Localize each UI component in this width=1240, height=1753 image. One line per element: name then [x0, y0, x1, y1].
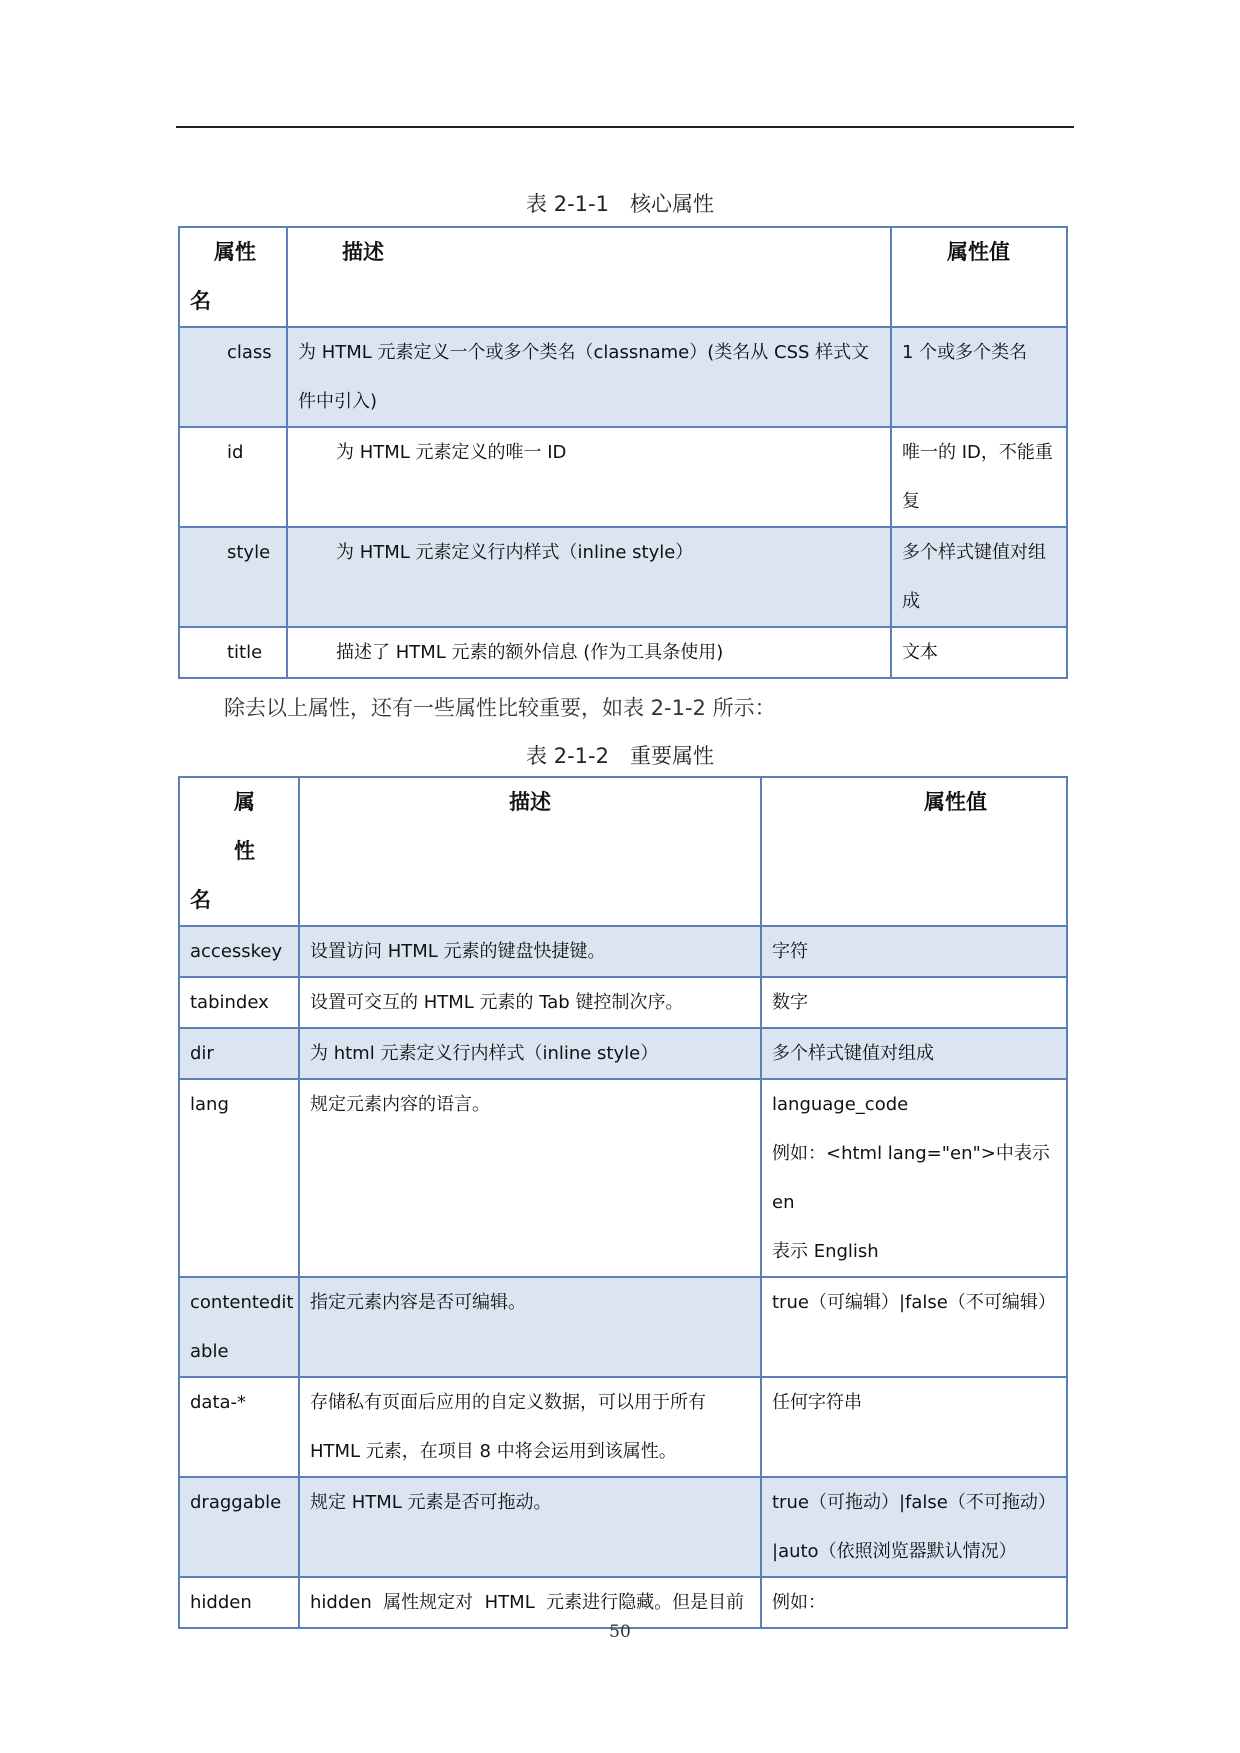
table-row: [179, 1477, 1067, 1577]
header-desc: 描述: [299, 777, 761, 926]
core-attributes-table: [178, 226, 1068, 679]
cell-name: id: [179, 427, 287, 527]
cell-name: style: [179, 527, 287, 627]
header-rule: [176, 126, 1074, 128]
cell-name: class: [179, 327, 287, 427]
table-row: [179, 527, 1067, 627]
cell-value: 唯一的 ID，不能重 复: [891, 427, 1067, 527]
cell-value: 例如：: [761, 1577, 1067, 1628]
table-row: [179, 1277, 1067, 1377]
table2-caption: 表 2-1-2 重要属性: [526, 744, 714, 768]
cell-value: 多个样式键值对组成: [761, 1028, 1067, 1079]
cell-value: 任何字符串: [761, 1377, 1067, 1477]
body-paragraph: 除去以上属性，还有一些属性比较重要，如表 2-1-2 所示：: [224, 696, 776, 720]
table-header-row: [179, 227, 1067, 327]
table-row: [179, 1377, 1067, 1477]
table-row: [179, 1028, 1067, 1079]
cell-value: 字符: [761, 926, 1067, 977]
cell-desc: 设置访问 HTML 元素的键盘快捷键。: [299, 926, 761, 977]
cell-value: language_code 例如：<html lang="en">中表示 en 表示 English: [761, 1079, 1067, 1277]
cell-desc: 存储私有页面后应用的自定义数据，可以用于所有 HTML 元素，在项目 8 中将会运用到该属性。: [299, 1377, 761, 1477]
header-value: 属性值: [761, 777, 1067, 926]
cell-desc: 设置可交互的 HTML 元素的 Tab 键控制次序。: [299, 977, 761, 1028]
table1-caption: 表 2-1-1 核心属性: [526, 192, 714, 216]
cell-value: true（可拖动）|false（不可拖动） |auto（依照浏览器默认情况）: [761, 1477, 1067, 1577]
cell-desc: 为 HTML 元素定义的唯一 ID: [287, 427, 891, 527]
cell-value: true（可编辑）|false（不可编辑）: [761, 1277, 1067, 1377]
cell-value: 多个样式键值对组 成: [891, 527, 1067, 627]
table-row: [179, 627, 1067, 678]
table-row: [179, 327, 1067, 427]
cell-desc: 为 HTML 元素定义一个或多个类名（classname）(类名从 CSS 样式文 件中引入): [287, 327, 891, 427]
cell-desc: 规定元素内容的语言。: [299, 1079, 761, 1277]
header-value: 属性值: [891, 227, 1067, 327]
cell-name: accesskey: [179, 926, 299, 977]
page-number: 50: [609, 1622, 631, 1642]
cell-name: title: [179, 627, 287, 678]
cell-desc: 为 html 元素定义行内样式（inline style）: [299, 1028, 761, 1079]
important-attributes-table: [178, 776, 1068, 1629]
cell-name: dir: [179, 1028, 299, 1079]
table-row: [179, 977, 1067, 1028]
cell-name: tabindex: [179, 977, 299, 1028]
cell-value: 文本: [891, 627, 1067, 678]
table-row: [179, 1577, 1067, 1628]
cell-name: contentedit able: [179, 1277, 299, 1377]
table-row: [179, 926, 1067, 977]
table-header-row: [179, 777, 1067, 926]
header-attr-name: 属 性 名: [179, 777, 299, 926]
table-row: [179, 1079, 1067, 1277]
cell-name: draggable: [179, 1477, 299, 1577]
cell-name: lang: [179, 1079, 299, 1277]
cell-desc: 规定 HTML 元素是否可拖动。: [299, 1477, 761, 1577]
table-row: [179, 427, 1067, 527]
cell-name: data-*: [179, 1377, 299, 1477]
cell-desc: 为 HTML 元素定义行内样式（inline style）: [287, 527, 891, 627]
header-attr-name: 属性 名: [179, 227, 287, 327]
cell-value: 数字: [761, 977, 1067, 1028]
cell-name: hidden: [179, 1577, 299, 1628]
cell-desc: 指定元素内容是否可编辑。: [299, 1277, 761, 1377]
cell-desc: 描述了 HTML 元素的额外信息 (作为工具条使用): [287, 627, 891, 678]
header-desc: 描述: [287, 227, 891, 327]
cell-value: 1 个或多个类名: [891, 327, 1067, 427]
cell-desc: hidden 属性规定对 HTML 元素进行隐藏。但是目前: [299, 1577, 761, 1628]
